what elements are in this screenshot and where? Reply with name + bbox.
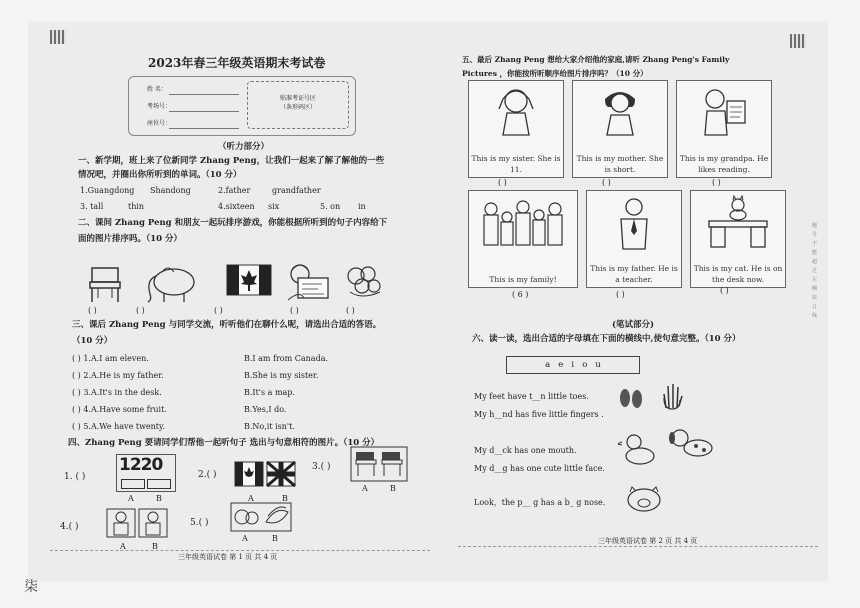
q1-word-1a[interactable]: 1.Guangdong bbox=[80, 186, 135, 195]
q4-pic-5-fruit bbox=[230, 502, 292, 532]
q2-bracket-4[interactable]: ( ) bbox=[290, 306, 299, 315]
seat-line[interactable] bbox=[169, 128, 239, 129]
letter-options-box: a e i o u bbox=[506, 356, 640, 374]
name-field-label: 姓 名： bbox=[147, 86, 167, 93]
q5-card-mother bbox=[572, 80, 668, 178]
q4-3-option-a: A bbox=[362, 484, 368, 493]
duck-picture bbox=[618, 432, 662, 466]
q3-left-1[interactable]: ( ) 1.A.I am eleven. bbox=[72, 354, 149, 363]
q5-caption-2: This is my mother. She is short. bbox=[576, 154, 664, 174]
pig-picture bbox=[624, 486, 664, 514]
q4-item-2[interactable]: 2.( ) bbox=[198, 470, 217, 480]
q5-caption-4: This is my family! bbox=[489, 275, 557, 284]
q6-sentence-1[interactable]: My feet have t__n little toes. bbox=[474, 392, 589, 401]
q4-pic-4-people bbox=[106, 508, 168, 538]
q5-bracket-1[interactable]: ( ) bbox=[498, 178, 507, 187]
q5-bracket-2[interactable]: ( ) bbox=[602, 178, 611, 187]
fruit-picture bbox=[342, 262, 386, 302]
q4-1-option-b: B bbox=[156, 494, 162, 503]
q5-instruction-line1: 五、最后 Zhang Peng 想给大家介绍他的家庭,请听 Zhang Peng's Family bbox=[462, 55, 730, 64]
q1-word-2b[interactable]: grandfather bbox=[272, 186, 321, 195]
q4-item-1[interactable]: 1. ( ) bbox=[64, 472, 86, 482]
q5-bracket-3[interactable]: ( ) bbox=[712, 178, 721, 187]
q4-2-option-b: B bbox=[282, 494, 288, 503]
q5-bracket-4[interactable]: ( 6 ) bbox=[512, 290, 529, 299]
dog-picture bbox=[668, 426, 716, 462]
binding-side-note: 题号不能超过左侧装订线 bbox=[812, 223, 818, 319]
q2-instruction-line2: 面的图片排序吗。（10 分） bbox=[78, 234, 183, 244]
q5-card-father bbox=[586, 190, 682, 288]
q3-right-2: B.She is my sister. bbox=[244, 371, 319, 380]
q2-bracket-3[interactable]: ( ) bbox=[214, 306, 223, 315]
grandpa-reading-picture bbox=[697, 85, 751, 139]
q3-left-3[interactable]: ( ) 3.A.It's in the desk. bbox=[72, 388, 162, 397]
q1-word-5b[interactable]: in bbox=[358, 202, 366, 211]
q6-sentence-5[interactable]: Look，the p__ g has a b_ g nose. bbox=[474, 498, 606, 507]
q5-card-cat bbox=[690, 190, 786, 288]
student-info-box bbox=[128, 76, 356, 136]
chair-picture bbox=[86, 264, 126, 304]
boy-reading-map-picture bbox=[284, 260, 332, 304]
q1-word-4a[interactable]: 4.sixteen bbox=[218, 202, 255, 211]
q4-pic-3-chairs bbox=[350, 446, 408, 482]
page1-bottom-rule bbox=[50, 550, 430, 551]
qr-mark-top-right bbox=[790, 34, 806, 48]
family-picture bbox=[479, 195, 567, 253]
q3-left-4[interactable]: ( ) 4.A.Have some fruit. bbox=[72, 405, 167, 414]
q1-word-1b[interactable]: Shandong bbox=[150, 186, 191, 195]
feet-picture bbox=[616, 386, 646, 410]
page2-bottom-rule bbox=[458, 546, 818, 547]
exam-room-line[interactable] bbox=[169, 111, 239, 112]
father-teacher-picture bbox=[611, 195, 657, 253]
q5-instruction-line2: Pictures ，你能按所听顺序给图片排序吗？（10 分） bbox=[462, 69, 648, 78]
q5-caption-1: This is my sister. She is 11. bbox=[471, 154, 561, 174]
q5-card-sister bbox=[468, 80, 564, 178]
mother-picture bbox=[597, 85, 643, 139]
page1-footer: 三年级英语试卷 第 1 页 共 4 页 bbox=[178, 553, 278, 561]
q4-item-3[interactable]: 3.( ) bbox=[312, 462, 331, 472]
q6-sentence-3[interactable]: My d__ck has one mouth. bbox=[474, 446, 577, 455]
q5-card-grandpa bbox=[676, 80, 772, 178]
q5-bracket-6[interactable]: ( ) bbox=[720, 286, 729, 295]
q4-5-option-b: B bbox=[272, 534, 278, 543]
q3-left-5[interactable]: ( ) 5.A.We have twenty. bbox=[72, 422, 166, 431]
written-section-header: (笔试部分) bbox=[612, 320, 655, 330]
q1-word-3a[interactable]: 3. tall bbox=[80, 202, 104, 211]
qr-mark-top-left bbox=[50, 30, 66, 44]
q1-word-2a[interactable]: 2.father bbox=[218, 186, 251, 195]
elephant-picture bbox=[144, 262, 202, 304]
q4-pic-1 bbox=[116, 454, 176, 492]
q3-instruction-line1: 三、课后 Zhang Peng 与同学交流，听听他们在聊什么呢，请选出合适的答语。 bbox=[72, 320, 382, 330]
q4-5-option-a: A bbox=[242, 534, 248, 543]
pencil-a-icon bbox=[121, 479, 145, 489]
barcode-label: 贴准考证号区 bbox=[279, 95, 316, 102]
q6-instruction: 六、读一读，选出合适的字母填在下面的横线中,使句意完整。（10 分） bbox=[472, 334, 741, 344]
q5-caption-5: This is my father. He is a teacher. bbox=[590, 264, 678, 284]
q1-word-5a[interactable]: 5. on bbox=[320, 202, 341, 211]
q5-caption-3: This is my grandpa. He likes reading. bbox=[679, 154, 769, 174]
exam-sheet bbox=[28, 22, 828, 582]
q1-instruction-line2: 情况吧，并圈出你所听到的单词。（10 分） bbox=[78, 170, 242, 180]
q4-1-option-a: A bbox=[128, 494, 134, 503]
q3-left-2[interactable]: ( ) 2.A.He is my father. bbox=[72, 371, 164, 380]
girl-picture bbox=[493, 85, 539, 139]
q4-4-option-a: A bbox=[120, 542, 126, 551]
number-1220-text: 1220 bbox=[119, 455, 163, 475]
q3-right-3: B.It's a map. bbox=[244, 388, 295, 397]
q2-bracket-2[interactable]: ( ) bbox=[136, 306, 145, 315]
q4-item-5[interactable]: 5.( ) bbox=[190, 518, 209, 528]
q6-sentence-2[interactable]: My h__nd has five little fingers . bbox=[474, 410, 604, 419]
q4-item-4[interactable]: 4.( ) bbox=[60, 522, 79, 532]
q4-3-option-b: B bbox=[390, 484, 396, 493]
q1-word-4b[interactable]: six bbox=[268, 202, 280, 211]
canada-flag-picture bbox=[226, 264, 272, 300]
q5-caption-6: This is my cat. He is on the desk now. bbox=[693, 264, 783, 284]
cat-on-desk-picture bbox=[705, 195, 771, 251]
name-line[interactable] bbox=[169, 94, 239, 95]
q4-instruction: 四、Zhang Peng 要请同学们帮他一起听句子 选出与句意相符的图片。（10 分） bbox=[68, 438, 380, 448]
page2-footer: 三年级英语试卷 第 2 页 共 4 页 bbox=[598, 537, 698, 545]
q5-bracket-5[interactable]: ( ) bbox=[616, 290, 625, 299]
q3-right-5: B.No,it isn't. bbox=[244, 422, 295, 431]
q1-instruction-line1: 一、新学期，班上来了位新同学 Zhang Peng，让我们一起来了解了解他的一些 bbox=[78, 156, 385, 166]
seat-label: 座位号： bbox=[147, 120, 172, 127]
q4-4-option-b: B bbox=[152, 542, 158, 551]
listening-section-header: （听力部分） bbox=[218, 142, 270, 152]
barcode-sublabel: （条形码区） bbox=[279, 104, 316, 111]
q2-bracket-1[interactable]: ( ) bbox=[88, 306, 97, 315]
hand-picture bbox=[660, 382, 684, 410]
exam-title: 2023年春三年级英语期末考试卷 bbox=[148, 56, 326, 70]
q4-2-option-a: A bbox=[248, 494, 254, 503]
q3-right-4: B.Yes,I do. bbox=[244, 405, 287, 414]
q1-word-3b[interactable]: thin bbox=[128, 202, 145, 211]
q5-card-family bbox=[468, 190, 578, 288]
q4-pic-2-flags bbox=[234, 460, 296, 490]
pencil-b-icon bbox=[147, 479, 171, 489]
barcode-area bbox=[247, 81, 349, 129]
q6-sentence-4[interactable]: My d__g has one cute little face. bbox=[474, 464, 605, 473]
q2-instruction-line1: 二、课间 Zhang Peng 和朋友一起玩排序游戏，你能根据所听到的句子内容给下 bbox=[78, 218, 388, 228]
q2-bracket-5[interactable]: ( ) bbox=[346, 306, 355, 315]
exam-room-label: 考场号： bbox=[147, 103, 172, 110]
q3-right-1: B.I am from Canada. bbox=[244, 354, 328, 363]
corner-mark: 柒 bbox=[24, 579, 38, 595]
q3-instruction-line2: （10 分） bbox=[72, 336, 113, 346]
